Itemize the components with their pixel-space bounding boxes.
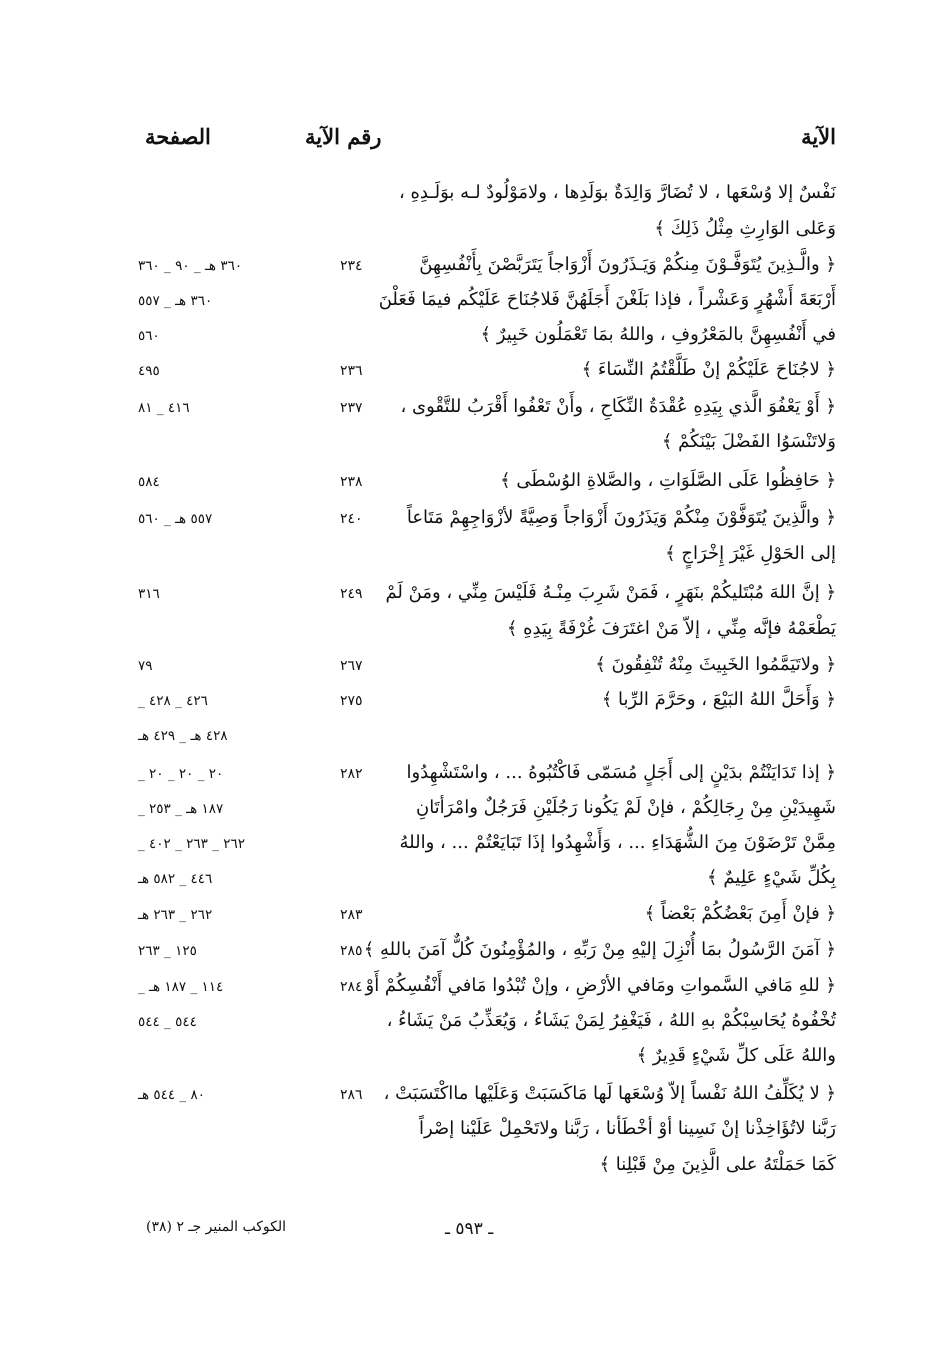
page-references: ١١٤ _ ١٨٧ هـ _ [138, 979, 224, 995]
ayah-text-line: ﴿ لا يُكَلِّفُ اللهُ نَفْساً إلاّ وُسْعَها لَها مَاكَسَبَتْ وَعَلَيْها مااكْتَسَبَتْ ، [383, 1083, 836, 1104]
ayah-text-line: ﴿ لاجُنَاحَ عَلَيْكُمْ إنْ طَلَّقْتُمُ النِّسَاءَ ﴾ [581, 359, 836, 380]
ayah-text-line: ﴿ والَّذِينَ يُتَوَفَّوْنَ مِنْكُمْ وَيَذَرُونَ أَزْوَاجاً وَصِيَّةً لأزْوَاجِهِمْ مَتَاعاً [406, 507, 836, 528]
page-references: ٣٦٠ هـ _ ٩٠ _ ٣٦٠ [138, 258, 243, 274]
ayah-text-line: ﴿ فإنْ أَمِنَ بَعْضُكُمْ بَعْضاً ﴾ [644, 903, 836, 924]
ayah-number: ٢٨٤ [340, 979, 363, 995]
ayah-text-line: ﴿ إذا تَدَايَنْتُمْ بدَيْنٍ إلى أَجَلٍ مُسَمّى فَاكْتُبُوهُ ... ، واسْتَشْهِدُوا [406, 762, 836, 783]
ayah-number: ٢٧٥ [340, 693, 363, 709]
ayah-number: ٢٣٤ [340, 258, 363, 274]
book-reference: الكوكب المنير جـ ٢ (٣٨) [146, 1219, 287, 1235]
ayah-text-line: ﴿ وَأَحَلَّ اللهُ البَيْعَ ، وحَرَّمَ الرِّبا ﴾ [601, 689, 836, 710]
page-references: ٤١٦ _ ٨١ [138, 400, 190, 416]
column-header-ayah-number: رقم الآية [305, 124, 382, 149]
page-references: ٧٩ [138, 658, 153, 674]
ayah-text-line: أَرْبَعَةَ أَشْهُرٍ وَعَشْراً ، فإذا بَلَغْنَ أَجَلَهُنَّ فَلاجُنَاحَ عَلَيْكُم فيمَا فَعَلْنَ [378, 289, 836, 310]
ayah-text-line: ﴿ أَوْ يَعْفُوَ الَّذي بِيَدِهِ عُقْدَةُ النِّكَاحِ ، وأَنْ تَعْفُوا أَقْرَبُ للتَّقْوى ، [400, 396, 836, 417]
ayah-text-line: شَهِيدَيْنِ مِنْ رِجَالِكُمْ ، فإنْ لَمْ يَكُونا رَجُلَيْنِ فَرَجُلٌ وامْرَأتَانِ [415, 797, 836, 818]
ayah-text-line: في أَنْفُسِهِنَّ بالمَعْرُوفِ ، واللهُ بمَا تَعْمَلُون خَبِيرٌ ﴾ [480, 324, 836, 345]
ayah-text-line: يَطْعَمْهُ فإنَّه مِنِّي ، إلاّ مَنْ اغتَرَفَ غُرْفَةً بِيَدِهِ ﴾ [506, 618, 836, 639]
ayah-text-line: ﴿ حَافِظُوا عَلَى الصَّلَوَاتِ ، والصَّلاةِ الوُسْطَى ﴾ [500, 470, 836, 491]
ayah-text-line: نَفْسٌ إلا وُسْعَها ، لا تُضَارَّ وَالِدَةٌ بوَلَدِها ، ولامَوْلُودٌ لـه بوَلَـدِهِ ، [398, 182, 836, 203]
ayah-number: ٢٣٧ [340, 400, 363, 416]
page-references: ٤٢٦ _ ٤٢٨ _ [138, 693, 208, 709]
page-references: ٥٤٤ _ ٥٤٤ [138, 1014, 197, 1030]
page-references: ٤٩٥ [138, 363, 160, 379]
ayah-text-line: ﴿ ولاتَيَمَّمُوا الخَبِيثَ مِنْهُ تُنْفِقُونَ ﴾ [595, 654, 836, 675]
ayah-text-line: كَمَا حَمَلْتَهُ على الَّذِينَ مِنْ قَبْلِنا ﴾ [599, 1154, 836, 1175]
ayah-number: ٢٤٠ [340, 511, 363, 527]
page-references: ٤٤٦ _ ٥٨٢ هـ [138, 871, 213, 887]
ayah-number: ٢٣٦ [340, 363, 363, 379]
page-references: ٣١٦ [138, 586, 160, 602]
page-references: ٢٦٢ _ ٢٦٣ _ ٤٠٢ _ [138, 836, 246, 852]
ayah-number: ٢٦٧ [340, 658, 363, 674]
page-references: ٣٦٠ هـ _ ٥٥٧ [138, 293, 213, 309]
column-header-page: الصفحة [145, 124, 211, 149]
ayah-number: ٢٨٣ [340, 907, 363, 923]
ayah-text-line: رَبَّنا لاتُؤَاخِذْنا إنْ نَسِينا أوْ أخْطَأنا ، رَبَّنا ولاتَحْمِلْ عَلَيْنا إصْراً [419, 1118, 836, 1139]
page-references: ٤٢٨ هـ _ ٤٢٩ هـ [138, 728, 228, 744]
ayah-number: ٢٨٢ [340, 766, 363, 782]
ayah-text-line: مِمَّنْ تَرْضَوْنَ مِنَ الشُّهَدَاءِ ... ، وَأَشْهِدُوا إذَا تَبَايَعْتُمْ ... ، واللهُ [399, 832, 836, 853]
ayah-text-line: بِكُلِّ شَيْءٍ عَلِيمٌ ﴾ [707, 867, 836, 888]
page-number: ـ ٥٩٣ ـ [445, 1219, 494, 1239]
ayah-text-line: ﴿ إنَّ اللهَ مُبْتَليكُمْ بنَهَرٍ ، فَمَنْ شَرِبَ مِنْـهُ فَلَيْسَ مِنِّي ، ومَنْ لَمْ [385, 582, 836, 603]
ayah-number: ٢٣٨ [340, 474, 363, 490]
page-references: ١٢٥ _ ٢٦٣ [138, 943, 197, 959]
ayah-number: ٢٨٥ [340, 943, 363, 959]
ayah-text-line: وَلاتَنْسَوُا الفَضْلَ بَيْنَكُمْ ﴾ [661, 431, 836, 452]
ayah-text-line: ﴿ آمَنَ الرَّسُولُ بمَا أُنْزِلَ إليْهِ مِنْ رَبِّهِ ، والمُؤْمِنُونَ كُلٌّ آمَنَ باللهِ ﴾ [363, 939, 836, 960]
ayah-text-line: ﴿ والَّـذِينَ يُتَوَفَّـوْنَ مِنكُمْ وَيَـذَرُونَ أَزْوَاجاً يَتَرَبَّصْنَ بِأَنْفُسِهِنَّ [419, 254, 836, 275]
page-references: ٥٥٧ هـ _ ٥٦٠ [138, 511, 213, 527]
page-references: ٥٦٠ [138, 328, 160, 344]
ayah-text-line: ﴿ للهِ مَافي السَّمواتِ ومَافي الأرْضِ ، وإنْ تُبْدُوا مَافي أَنْفُسِكُمْ أَوْ [365, 975, 836, 996]
page-references: ٨٠ _ ٥٤٤ هـ [138, 1087, 205, 1103]
ayah-number: ٢٤٩ [340, 586, 363, 602]
ayah-text-line: وَعَلى الوَارِثِ مِثْلُ ذَلِكَ ﴾ [654, 218, 836, 239]
ayah-text-line: تُخْفُوهُ يُحَاسِبْكُمْ بهِ اللهُ ، فَيَغْفِرُ لِمَنْ يَشَاءُ ، وَيُعَذِّبُ مَنْ يَشَاءُ ، [386, 1010, 836, 1031]
ayah-text-line: إلى الحَوْلِ غَيْرَ إِخْرَاجٍ ﴾ [665, 543, 836, 564]
column-header-ayah: الآية [801, 124, 836, 149]
page-references: ٥٨٤ [138, 474, 160, 490]
page-references: ١٨٧ هـ _ ٢٥٣ _ [138, 801, 224, 817]
ayah-text-line: واللهُ عَلَى كلِّ شَيْءٍ قَدِيرٌ ﴾ [636, 1045, 836, 1066]
ayah-number: ٢٨٦ [340, 1087, 363, 1103]
page-references: ٢٠ _ ٢٠ _ ٢٠ _ [138, 766, 224, 782]
page-references: ٢٦٢ _ ٢٦٣ هـ [138, 907, 213, 923]
